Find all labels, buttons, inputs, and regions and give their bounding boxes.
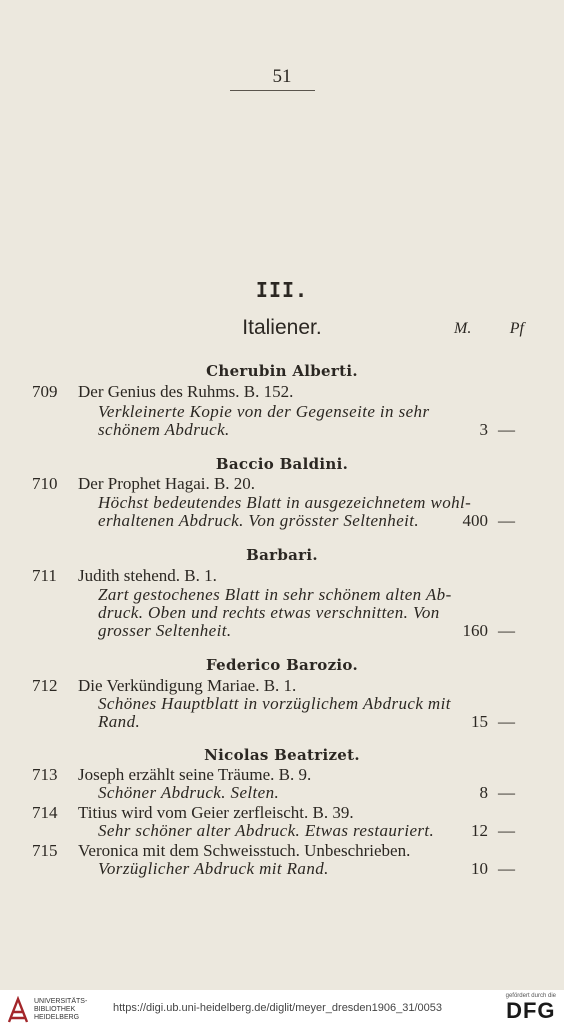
lot-number: 715 bbox=[32, 841, 58, 860]
permalink-url[interactable]: https://digi.ub.uni-heidelberg.de/diglit/meyer_dresden1906_31/0053 bbox=[113, 1002, 443, 1014]
artist-heading: Barbari. bbox=[246, 546, 318, 564]
lot-description: Zart gestochenes Blatt in sehr schönem alten Ab- bbox=[98, 585, 452, 604]
lot-description: grosser Seltenheit. bbox=[98, 621, 232, 640]
artist-heading: Baccio Baldini. bbox=[215, 455, 349, 473]
library-name-line: BIBLIOTHEK bbox=[34, 1006, 76, 1013]
lot-description: Vorzüglicher Abdruck mit Rand. bbox=[98, 859, 329, 878]
lot-price: 8 bbox=[479, 783, 488, 802]
lot-number: 711 bbox=[32, 566, 57, 585]
lot-title: Der Genius des Ruhms. B. 152. bbox=[78, 382, 294, 401]
lot-price-dash: — bbox=[498, 821, 515, 840]
artist-heading: Federico Barozio. bbox=[206, 656, 358, 674]
lot-description: druck. Oben und rechts etwas verschnitten. Von bbox=[98, 603, 440, 622]
lot-number: 710 bbox=[32, 474, 58, 493]
artist-heading: Nicolas Beatrizet. bbox=[204, 746, 360, 764]
lot-description: Rand. bbox=[98, 712, 141, 731]
lot-price-dash: — bbox=[498, 859, 515, 878]
lot-price-dash: — bbox=[498, 511, 515, 530]
lot-number: 709 bbox=[32, 382, 58, 401]
lot-description: schönem Abdruck. bbox=[98, 420, 230, 439]
lot-price: 10 bbox=[471, 859, 488, 878]
lot-title: Veronica mit dem Schweisstuch. Unbeschrieben. bbox=[78, 841, 411, 860]
lot-price-dash: — bbox=[498, 420, 515, 439]
library-name-line: UNIVERSITÄTS- bbox=[34, 998, 88, 1005]
lot-price-dash: — bbox=[498, 621, 515, 640]
lot-price: 12 bbox=[471, 821, 488, 840]
library-seal-icon bbox=[6, 996, 30, 1024]
lot-description: Schönes Hauptblatt in vorzüglichem Abdruck mit bbox=[98, 694, 451, 713]
section-title: Italiener. bbox=[242, 316, 322, 339]
page-number-rule bbox=[230, 90, 315, 91]
library-name-line: HEIDELBERG bbox=[34, 1014, 80, 1021]
currency-header bbox=[454, 320, 524, 338]
lot-title: Judith stehend. B. 1. bbox=[78, 566, 217, 585]
dfg-wordmark: DFG bbox=[506, 998, 556, 1023]
lot-description: erhaltenen Abdruck. Von grösster Seltenheit. bbox=[98, 511, 420, 530]
lot-price-dash: — bbox=[498, 783, 515, 802]
currency-mark: M. bbox=[454, 320, 472, 337]
lot-price: 15 bbox=[471, 712, 488, 731]
lot-description: Höchst bedeutendes Blatt in ausgezeichnetem wohl- bbox=[98, 493, 472, 512]
library-logo[interactable] bbox=[6, 996, 87, 1024]
section-numeral: III. bbox=[255, 278, 309, 302]
lot-price-dash: — bbox=[498, 712, 515, 731]
lot-title: Der Prophet Hagai. B. 20. bbox=[78, 474, 256, 493]
currency-pfennig: Pf bbox=[509, 320, 524, 337]
lot-title: Joseph erzählt seine Träume. B. 9. bbox=[78, 765, 312, 784]
dfg-logo[interactable] bbox=[506, 993, 556, 1023]
lot-price: 3 bbox=[479, 420, 488, 439]
lot-description: Verkleinerte Kopie von der Gegenseite in sehr bbox=[98, 402, 430, 421]
lot-price: 400 bbox=[462, 511, 488, 530]
lot-description: Sehr schöner alter Abdruck. Etwas restauriert. bbox=[98, 821, 435, 840]
lot-title: Titius wird vom Geier zerfleischt. B. 39. bbox=[78, 803, 354, 822]
artist-heading: Cherubin Alberti. bbox=[206, 362, 358, 380]
lot-title: Die Verkündigung Mariae. B. 1. bbox=[78, 676, 297, 695]
viewer-footer bbox=[0, 990, 564, 1031]
funded-by-label: gefördert durch die bbox=[505, 993, 556, 999]
library-name bbox=[34, 998, 87, 1022]
lot-description: Schöner Abdruck. Selten. bbox=[98, 783, 280, 802]
lot-number: 714 bbox=[32, 803, 58, 822]
page-number: 51 bbox=[272, 66, 292, 87]
lot-price: 160 bbox=[462, 621, 488, 640]
lot-number: 713 bbox=[32, 765, 58, 784]
lot-number: 712 bbox=[32, 676, 58, 695]
